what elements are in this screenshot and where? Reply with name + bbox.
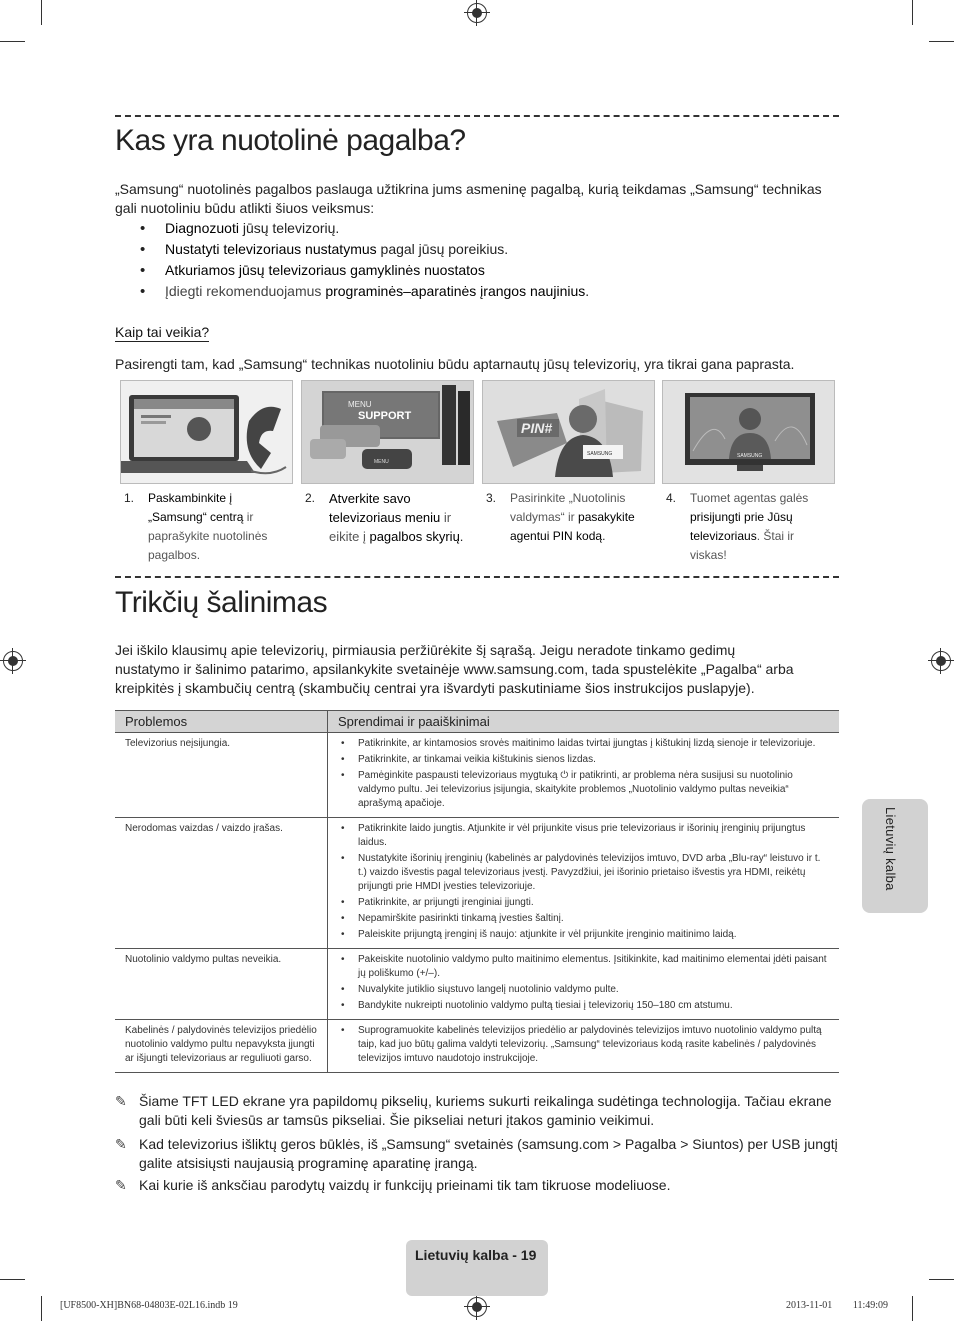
pin-label: PIN# (521, 420, 553, 436)
section-title-remote-support: Kas yra nuotolinė pagalba? (115, 124, 466, 157)
list-item: • Bandykite nukreipti nuotolinio valdymo pultą tiesiai į televizorių 150–180 cm atstumu. (338, 999, 829, 1013)
step-image-tv-menu (301, 380, 474, 484)
table-row: Televizorius neįsijungia. • Patikrinkite, ar kintamosios srovės maitinimo laidas tvirtai įjungtas į kištukinį lizdą sienoje ir televizoriuje. • Patikrinkite, ar tinkamai veikia kištukinis sienos lizdas. • Pamėginkite paspausti televizoriaus mygtuką ⏻ ir patikrinti, ar problema nėra susijusi su nuotolinio valdymo pultu. Jei televizorius įsijungia, skaitykite problemos „Nuotolinio valdymo pultas neveikia“ aprašymą apačioje. (115, 733, 839, 818)
step-2: 2. Atverkite savo televizoriaus meniu ir eikite į pagalbos skyrių. (305, 491, 464, 544)
list-item: • Patikrinkite, ar prijungti įrenginiai įjungti. (338, 896, 829, 910)
section-title-troubleshooting: Trikčių šalinimas (115, 586, 328, 619)
footer-timestamp: 2013-11-01 ￿￿ 11:49:09 (786, 1300, 889, 1311)
list-item: • Nuvalykite jutiklio siųstuvo langelį nuotolinio valdymo pulte. (338, 983, 829, 997)
troubleshooting-table (115, 710, 839, 1073)
note-2: ✎ Kad televizorius išliktų geros būklės, iš „Samsung“ svetainės (samsung.com > Pagalba > Siuntos) per USB jungtį galite atsisiųsti naujausią programinę aparatinę įrangą. (115, 1136, 838, 1171)
section-divider (115, 115, 839, 117)
registration-mark-icon (467, 3, 487, 23)
how-it-works-text: Pasirengti tam, kad „Samsung“ technikas nuotoliniu būdu aptarnautų jūsų televizorių, yra tikrai gana paprasta. (115, 356, 795, 372)
remote-support-intro: „Samsung“ nuotolinės pagalbos paslauga užtikrina jums asmeninę pagalbą, kurią teikdamas „Samsung“ technikas gali nuotoliniu būdu atlikti šiuos veiksmus: (115, 181, 822, 216)
list-item: • Patikrinkite, ar kintamosios srovės maitinimo laidas tvirtai įjungtas į kištukinį lizdą sienoje ir televizoriuje. (338, 737, 829, 751)
registration-mark-icon (3, 651, 23, 671)
list-item: • Nustatykite išorinių įrenginių (kabelinės ar palydovinės televizijos imtuvo, DVD arba „Blu-ray“ leistuvo ir t. t.) vaizdo išvestis pagal televizoriaus įvestį. Pavyzdžiui, jei išorinio prietaiso išvestis yra HDMI, reikėtų prijungti prie HMDI įvesties televizoriuje. (338, 852, 829, 894)
section-divider (115, 576, 839, 578)
table-header-problems: Problemos (115, 711, 328, 733)
step-image-tv-agent (662, 380, 835, 484)
step-image-laptop-phone (120, 380, 293, 484)
registration-mark-icon (467, 1297, 487, 1317)
registration-mark-icon (931, 651, 951, 671)
troubleshooting-intro: Jei iškilo klausimų apie televizorių, pirmiausia peržiūrėkite šį sąrašą. Jeigu neradote tinkamo gedimų nustatymo ir šalinimo patarimo, apsilankykite svetainėje www.samsung.com, tada spustelėkite „Pagalba“ arba kreipkitės į skambučių centrą (skambučių centrai yra išvardyti paskutiniame šios instrukcijos puslapyje). (115, 642, 794, 696)
step-1: 1. Paskambinkite į „Samsung“ centrą ir paprašykite nuotolinės pagalbos. (124, 491, 268, 562)
note-1: ✎ Šiame TFT LED ekrane yra papildomų pikselių, kuriems sukurti reikalinga sudėtinga technologija. Tačiau ekrane gali būti keli šviesūs ar tamsūs pikseliai. Šie pikseliai neturi įtakos gaminio veikimui. (115, 1093, 832, 1128)
list-item: • Paleiskite prijungtą įrenginį iš naujo: atjunkite ir vėl prijunkite įrenginio maitinimo laidą. (338, 928, 829, 942)
note-pencil-icon: ✎ (115, 1093, 127, 1109)
footer-file-info: [UF8500-XH]BN68-04803E-02L16.indb 19 (60, 1300, 238, 1311)
brand-logo: SAMSUNG (587, 451, 613, 457)
remote-support-list (140, 218, 830, 302)
list-item: • Atkuriamos jūsų televizoriaus gamyklinės nuostatos (140, 260, 830, 281)
list-item: • Diagnozuoti jūsų televizorių. (140, 218, 830, 239)
step-image-pin-agent (482, 380, 655, 484)
page-number-label: Lietuvių kalba - 19 (406, 1240, 548, 1296)
list-item: • Įdiegti rekomenduojamus programinės–aparatinės įrangos naujinius. (140, 281, 830, 302)
table-row: Nuotolinio valdymo pultas neveikia. • Pakeiskite nuotolinio valdymo pulto maitinimo elementus. Įsitikinkite, kad maitinimo elementai įdėti paisant jų poliškumo (+/–). • Nuvalykite jutiklio siųstuvo langelį nuotolinio valdymo pulte. • Bandykite nukreipti nuotolinio valdymo pultą tiesiai į televizorių 150–180 cm atstumu. (115, 949, 839, 1020)
table-header-solutions: Sprendimai ir paaiškinimai (328, 711, 840, 733)
list-item: • Patikrinkite, ar tinkamai veikia kištukinis sienos lizdas. (338, 753, 829, 767)
list-item: • Nustatyti televizoriaus nustatymus pagal jūsų poreikius. (140, 239, 830, 260)
language-side-tab: Lietuvių kalba (862, 799, 928, 913)
table-row: Kabelinės / palydovinės televizijos priedėlio nuotolinio valdymo pultu nepavyksta įjungti ar išjungti televizoriaus ar reguliuoti garso. • Suprogramuokite kabelinės televizijos priedėlio ar palydovinės televizijos imtuvo nuotolinio valdymo pultą taip, kad juo būtų galima valdyti televizorių. „Samsung“ televizoriaus kodą rasite kabelinės / palydovinės televizijos imtuvo naudotojo instrukcijoje. (115, 1020, 839, 1073)
table-row: Nerodomas vaizdas / vaizdo įrašas. • Patikrinkite laido jungtis. Atjunkite ir vėl prijunkite visus prie televizoriaus ir išorinių įrenginių prijungtus laidus. • Nustatykite išorinių įrenginių (kabelinės ar palydovinės televizijos imtuvo, DVD arba „Blu-ray“ leistuvo ir t. t.) vaizdo išvestis pagal televizoriaus įvestį. Pavyzdžiui, jei išorinio prietaiso išvestis yra HDMI, reikėtų prijungti prie HMDI įvesties televizoriuje. • Patikrinkite, ar prijungti įrenginiai įjungti. • Nepamirškite pasirinkti tinkamą įvesties šaltinį. • Paleiskite prijungtą įrenginį iš naujo: atjunkite ir vėl prijunkite įrenginio maitinimo laidą. (115, 818, 839, 949)
note-3: ✎ Kai kurie iš anksčiau parodytų vaizdų ir funkcijų prieinami tik tam tikruose modeliuose. (115, 1177, 671, 1193)
list-item: • Pamėginkite paspausti televizoriaus mygtuką ⏻ ir patikrinti, ar problema nėra susijusi su nuotolinio valdymo pultu. Jei televizorius įsijungia, skaitykite problemos „Nuotolinio valdymo pultas neveikia“ aprašymą apačioje. (338, 769, 829, 811)
list-item: • Suprogramuokite kabelinės televizijos priedėlio ar palydovinės televizijos imtuvo nuotolinio valdymo pultą taip, kad juo būtų galima valdyti televizorių. „Samsung“ televizoriaus kodą rasite kabelinės / palydovinės televizijos imtuvo naudotojo instrukcijoje. (338, 1024, 829, 1066)
note-pencil-icon: ✎ (115, 1136, 127, 1152)
list-item: • Pakeiskite nuotolinio valdymo pulto maitinimo elementus. Įsitikinkite, kad maitinimo elementai įdėti paisant jų poliškumo (+/–). (338, 953, 829, 981)
how-it-works-heading: Kaip tai veikia? (115, 324, 210, 340)
list-item: • Nepamirškite pasirinkti tinkamą įvesties šaltinį. (338, 912, 829, 926)
remote-label: MENU (374, 459, 389, 465)
brand-logo: SAMSUNG (737, 453, 763, 459)
note-pencil-icon: ✎ (115, 1177, 127, 1193)
support-label: SUPPORT (358, 410, 412, 422)
list-item: • Patikrinkite laido jungtis. Atjunkite ir vėl prijunkite visus prie televizoriaus ir išorinių įrenginių prijungtus laidus. (338, 822, 829, 850)
step-3: 3. Pasirinkite „Nuotolinis valdymas“ ir pasakykite agentui PIN kodą. (486, 491, 635, 543)
step-4: 4. Tuomet agentas galės prisijungti prie Jūsų televizoriaus. Štai ir viskas! (666, 491, 809, 562)
menu-label: MENU (348, 400, 372, 409)
